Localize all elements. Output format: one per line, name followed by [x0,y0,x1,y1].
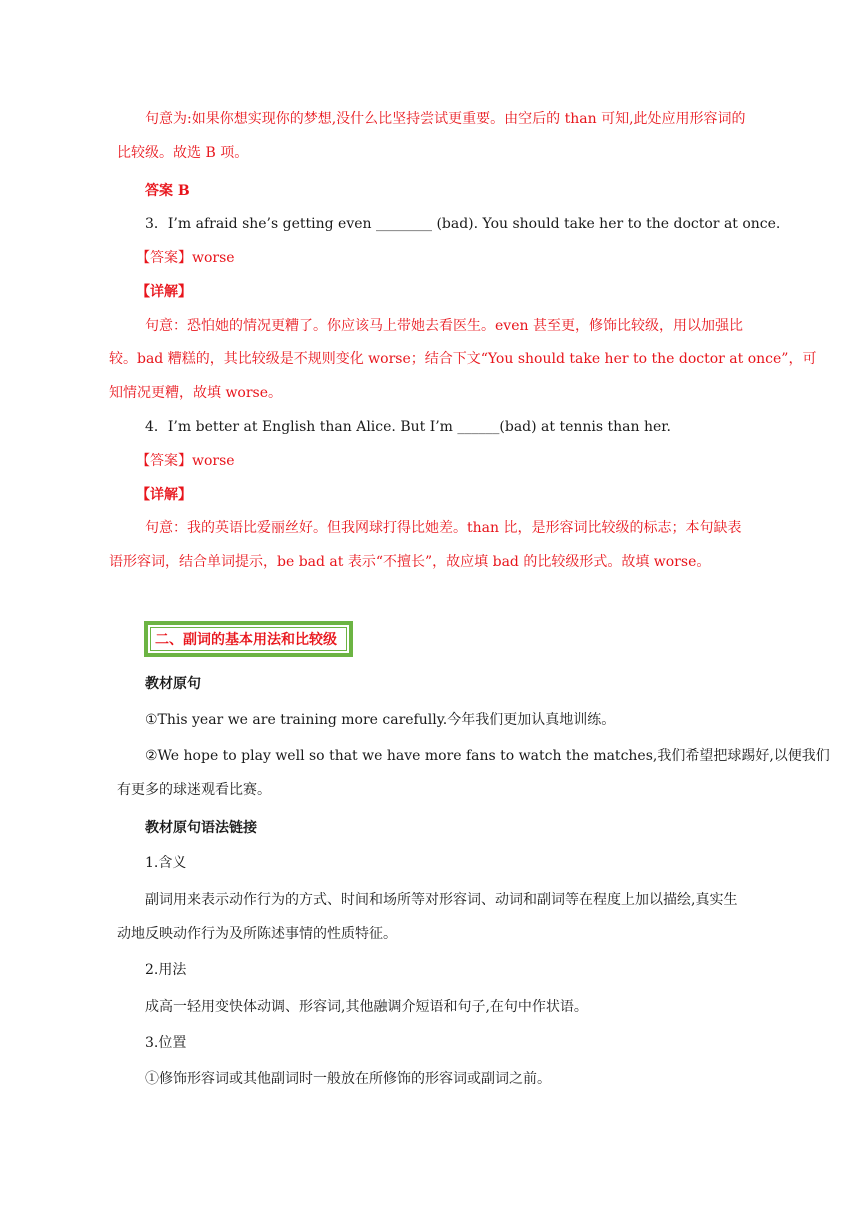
body-line: 1.含义 [145,855,187,871]
detail-label: 【详解】 [136,284,192,300]
explanation-line: 知情况更糟，故填 worse。 [109,385,283,401]
subheading: 教材原句语法链接 [145,820,257,836]
explanation-line: 较。bad 糟糕的，其比较级是不规则变化 worse；结合下文“You should take her to the doctor at once”，可 [109,351,817,367]
body-line: 有更多的球迷观看比赛。 [117,782,271,798]
explanation-line: 句意为:如果你想实现你的梦想,没什么比坚持尝试更重要。由空后的 than 可知,此处应用形容词的 [145,111,746,127]
answer-line [136,248,812,268]
explanation-line: 句意：恐怕她的情况更糟了。你应该马上带她去看医生。even 甚至更，修饰比较级，用以加强比 [145,318,743,334]
question-3: 3．I’m afraid she’s getting even ________ (bad). You should take her to the doctor at once. [145,216,781,232]
body-line: ②We hope to play well so that we have more fans to watch the matches,我们希望把球踢好,以便我们 [145,748,830,764]
body-line: 成高一轻用变快体动调、形容词,其他融调介短语和句子,在句中作状语。 [145,999,588,1015]
body-line: 2.用法 [145,962,187,978]
section-heading-box [144,621,353,657]
explanation-line: 句意：我的英语比爱丽丝好。但我网球打得比她差。than 比，是形容词比较级的标志；本句缺表 [145,520,742,536]
body-line: ①修饰形容词或其他副词时一般放在所修饰的形容词或副词之前。 [145,1071,551,1087]
answer-text: 【答案】worse [136,453,235,469]
answer-label [145,181,790,201]
subheading: 教材原句 [145,676,201,692]
explanation-line: 语形容词，结合单词提示，be bad at 表示“不擅长”，故应填 bad 的比较级形式。故填 worse。 [109,554,711,570]
answer-text: 【答案】worse [136,250,235,266]
detail-label: 【详解】 [136,487,192,503]
body-line: 动地反映动作行为及所陈述事情的性质特征。 [117,926,397,942]
body-line: ①This year we are training more carefully.今年我们更加认真地训练。 [145,712,616,728]
question-4: 4．I’m better at English than Alice. But I’m ______(bad) at tennis than her. [145,419,671,435]
explanation-line: 比较级。故选 B 项。 [117,145,249,161]
answer-text: 答案 B [145,183,190,199]
section-heading: 二、副词的基本用法和比较级 [150,627,347,651]
body-line: 副词用来表示动作行为的方式、时间和场所等对形容词、动词和副词等在程度上加以描绘,真实生 [145,892,738,908]
body-line: 3.位置 [145,1035,187,1051]
answer-line [136,451,812,471]
